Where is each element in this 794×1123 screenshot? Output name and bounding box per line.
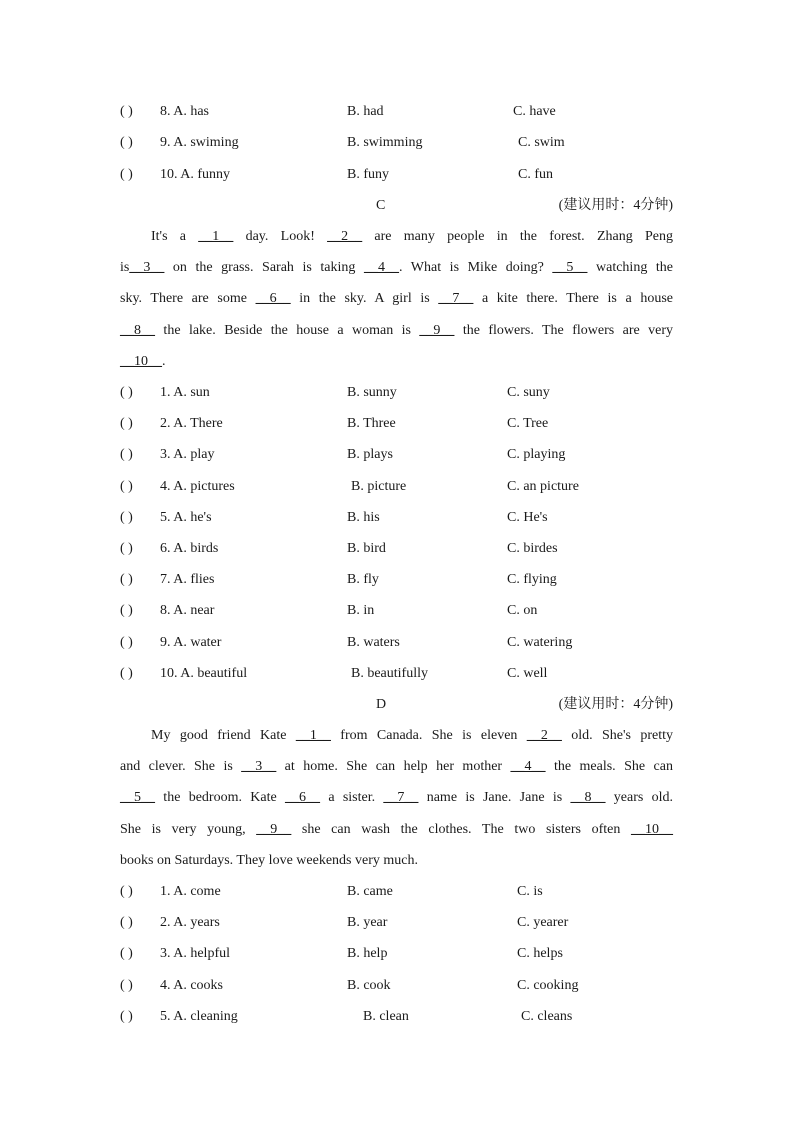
passage-text: old. She's pretty xyxy=(561,728,674,743)
option-a: 10. A. beautiful xyxy=(160,665,248,681)
option-b: B. Three xyxy=(347,416,396,432)
fill-blank: __6__ xyxy=(285,790,321,806)
answer-blank: ( ) xyxy=(120,977,133,993)
answer-blank: ( ) xyxy=(120,135,133,151)
question-row xyxy=(120,633,673,653)
option-a: 8. A. near xyxy=(160,603,215,619)
option-b: B. in xyxy=(347,603,375,619)
option-a: 4. A. cooks xyxy=(160,977,223,993)
option-c: C. well xyxy=(507,665,548,681)
passage-text: years old. xyxy=(605,790,674,806)
passage-text: and clever. She is xyxy=(120,759,242,775)
option-b: B. had xyxy=(347,104,384,119)
passage-line xyxy=(120,845,673,876)
passage-text: on the grass. Sarah is taking xyxy=(164,260,364,276)
section-d-letter: D xyxy=(376,697,387,712)
passage-text: the lake. Beside the house a woman is xyxy=(155,322,420,338)
passage-line xyxy=(120,315,673,346)
option-c: C. flying xyxy=(507,572,557,588)
answer-blank: ( ) xyxy=(120,509,133,525)
passage-text: books on Saturdays. They love weekends very much. xyxy=(120,852,418,868)
fill-blank: __3__ xyxy=(241,759,277,775)
passage-text: She is very young, xyxy=(120,821,257,837)
option-c: C. on xyxy=(507,603,538,619)
option-c: C. He's xyxy=(507,509,548,525)
fill-blank: __5__ xyxy=(552,260,588,276)
fill-blank: __3__ xyxy=(129,260,165,276)
option-b: B. fly xyxy=(347,572,379,588)
passage-text: at home. She can help her mother xyxy=(276,759,511,775)
fill-blank: __9__ xyxy=(256,821,292,837)
question-row xyxy=(120,508,673,528)
option-b: B. sunny xyxy=(347,385,397,400)
option-a: 7. A. flies xyxy=(160,572,215,588)
option-c: C. have xyxy=(513,104,556,119)
option-b: B. plays xyxy=(347,447,393,463)
section-c-header xyxy=(120,196,673,216)
passage-text: are many people in the forest. Zhang Peng xyxy=(362,229,673,244)
question-row xyxy=(120,913,673,933)
option-a: 10. A. funny xyxy=(160,166,230,182)
option-c: C. yearer xyxy=(517,915,569,931)
passage-text: a kite there. There is a house xyxy=(473,291,673,307)
fill-blank: __10__ xyxy=(120,353,162,369)
fill-blank: __7__ xyxy=(383,790,419,806)
option-a: 9. A. swiming xyxy=(160,135,239,151)
fill-blank: __2__ xyxy=(526,728,562,743)
question-row xyxy=(120,414,673,434)
question-row xyxy=(120,383,673,403)
option-c: C. birdes xyxy=(507,541,558,556)
option-a: 1. A. sun xyxy=(160,385,210,400)
answer-blank: ( ) xyxy=(120,478,133,494)
passage-line xyxy=(120,221,673,252)
fill-blank: __8__ xyxy=(570,790,606,806)
passage-text: . What is Mike doing? xyxy=(398,260,553,276)
question-row xyxy=(120,102,673,122)
answer-blank: ( ) xyxy=(120,1008,133,1024)
answer-blank: ( ) xyxy=(120,447,133,463)
answer-blank: ( ) xyxy=(120,104,133,119)
fill-blank: __1__ xyxy=(198,229,234,244)
option-c: C. fun xyxy=(518,166,553,182)
option-c: C. is xyxy=(517,884,543,899)
option-a: 5. A. cleaning xyxy=(160,1008,238,1024)
passage-line xyxy=(120,252,673,283)
option-c: C. helps xyxy=(517,946,563,962)
fill-blank: __10__ xyxy=(631,821,673,837)
passage-text: watching the xyxy=(587,260,673,276)
fill-blank: __4__ xyxy=(510,759,546,775)
answer-blank: ( ) xyxy=(120,665,133,681)
passage-text: day. Look! xyxy=(233,229,328,244)
fill-blank: __6__ xyxy=(255,291,291,307)
fill-blank: __4__ xyxy=(363,260,399,276)
section-d-time: (建议用时：4分钟) xyxy=(558,697,673,712)
section-d-passage xyxy=(120,720,673,876)
passage-line xyxy=(120,283,673,314)
passage-text: name is Jane. Jane is xyxy=(418,790,571,806)
option-c: C. suny xyxy=(507,385,550,400)
option-a: 4. A. pictures xyxy=(160,478,235,494)
option-c: C. playing xyxy=(507,447,566,463)
answer-blank: ( ) xyxy=(120,603,133,619)
option-c: C. swim xyxy=(518,135,565,151)
passage-text: sky. There are some xyxy=(120,291,256,307)
option-c: C. watering xyxy=(507,634,573,650)
passage-text: in the sky. A girl is xyxy=(290,291,439,307)
answer-blank: ( ) xyxy=(120,572,133,588)
option-c: C. Tree xyxy=(507,416,549,432)
passage-line xyxy=(120,751,673,782)
option-b: B. bird xyxy=(347,541,386,556)
option-b: B. waters xyxy=(347,634,400,650)
passage-line xyxy=(120,814,673,845)
section-d-header xyxy=(120,695,673,715)
answer-blank: ( ) xyxy=(120,946,133,962)
option-a: 2. A. years xyxy=(160,915,220,931)
question-row xyxy=(120,601,673,621)
passage-text: the flowers. The flowers are very xyxy=(454,322,673,338)
option-b: B. came xyxy=(347,884,393,899)
fill-blank: __1__ xyxy=(295,728,331,743)
option-a: 3. A. helpful xyxy=(160,946,230,962)
answer-blank: ( ) xyxy=(120,385,133,400)
passage-text: It's a xyxy=(151,229,199,244)
fill-blank: __9__ xyxy=(419,322,455,338)
option-c: C. cooking xyxy=(517,977,579,993)
option-a: 1. A. come xyxy=(160,884,221,899)
passage-text: the bedroom. Kate xyxy=(155,790,286,806)
option-a: 8. A. has xyxy=(160,104,209,119)
option-b: B. help xyxy=(347,946,388,962)
passage-text: she can wash the clothes. The two sisters often xyxy=(291,821,631,837)
passage-line xyxy=(120,782,673,813)
answer-blank: ( ) xyxy=(120,884,133,899)
question-row xyxy=(120,165,673,185)
option-b: B. beautifully xyxy=(351,665,428,681)
option-a: 6. A. birds xyxy=(160,541,219,556)
question-row xyxy=(120,664,673,684)
question-row xyxy=(120,539,673,559)
question-row xyxy=(120,445,673,465)
option-b: B. his xyxy=(347,509,380,525)
section-c-letter: C xyxy=(376,198,386,213)
passage-line xyxy=(120,720,673,751)
passage-line xyxy=(120,346,673,377)
answer-blank: ( ) xyxy=(120,541,133,556)
option-c: C. cleans xyxy=(521,1008,573,1024)
question-row xyxy=(120,133,673,153)
option-a: 5. A. he's xyxy=(160,509,212,525)
option-b: B. funy xyxy=(347,166,389,182)
question-row xyxy=(120,477,673,497)
passage-text: a sister. xyxy=(320,790,384,806)
passage-text: is xyxy=(120,260,130,276)
answer-blank: ( ) xyxy=(120,915,133,931)
question-row xyxy=(120,976,673,996)
answer-blank: ( ) xyxy=(120,416,133,432)
passage-text: . xyxy=(162,353,166,369)
question-row xyxy=(120,1007,673,1027)
fill-blank: __5__ xyxy=(120,790,155,806)
answer-blank: ( ) xyxy=(120,166,133,182)
option-b: B. year xyxy=(347,915,388,931)
option-a: 2. A. There xyxy=(160,416,223,432)
option-a: 9. A. water xyxy=(160,634,222,650)
option-a: 3. A. play xyxy=(160,447,215,463)
fill-blank: __2__ xyxy=(327,229,363,244)
option-b: B. clean xyxy=(363,1008,409,1024)
question-row xyxy=(120,570,673,590)
option-b: B. swimming xyxy=(347,135,423,151)
passage-text: My good friend Kate xyxy=(151,728,296,743)
passage-text: the meals. She can xyxy=(545,759,673,775)
passage-text: from Canada. She is eleven xyxy=(330,728,527,743)
fill-blank: __8__ xyxy=(120,322,155,338)
question-row xyxy=(120,944,673,964)
fill-blank: __7__ xyxy=(438,291,474,307)
option-c: C. an picture xyxy=(507,478,579,494)
option-b: B. cook xyxy=(347,977,391,993)
option-b: B. picture xyxy=(351,478,407,494)
answer-blank: ( ) xyxy=(120,634,133,650)
section-c-passage xyxy=(120,221,673,377)
question-row xyxy=(120,882,673,902)
section-c-time: (建议用时：4分钟) xyxy=(558,198,673,213)
